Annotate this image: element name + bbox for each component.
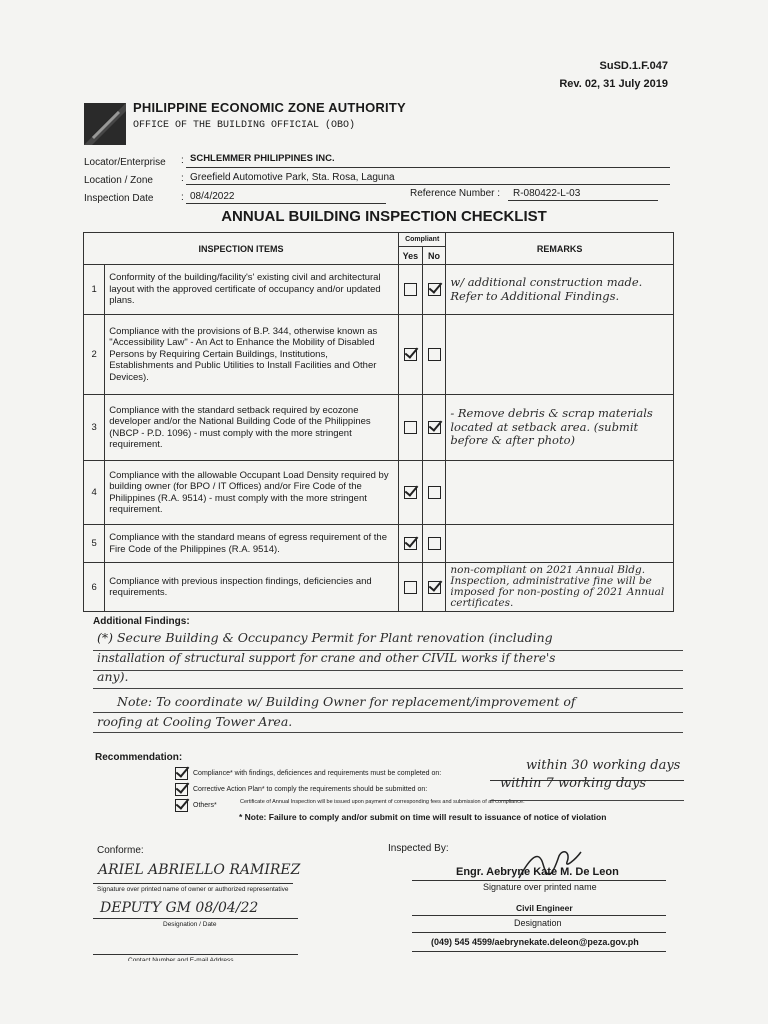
corrective-plan-checkbox[interactable] [175, 783, 188, 796]
table-row [84, 461, 674, 525]
finding-line-1: (*) Secure Building & Occupancy Permit for Plant renovation (including [97, 630, 553, 645]
signature-line [93, 883, 293, 884]
form-code: SuSD.1.F.047 [599, 60, 668, 72]
locator-value: SCHLEMMER PHILIPPINES INC. [190, 153, 335, 164]
conforme-sig-caption: Signature over printed name of owner or authorized representative [97, 886, 289, 893]
colon: : [181, 173, 184, 184]
compliance-deadline: within 30 working days [526, 758, 681, 773]
others-underline [490, 800, 684, 801]
inspector-designation: Civil Engineer [516, 903, 573, 913]
others-checkbox[interactable] [175, 799, 188, 812]
finding-line-5: roofing at Cooling Tower Area. [97, 714, 293, 729]
row-remarks [446, 315, 674, 395]
row-number: 6 [84, 563, 105, 612]
row-item: Compliance with the standard means of egress requirement of the Fire Code of the Philippines (R.A. 9514). [105, 525, 399, 563]
inspector-sig-caption: Signature over printed name [483, 882, 597, 892]
row-item: Compliance with previous inspection findings, deficiencies and requirements. [105, 563, 399, 612]
row-number: 2 [84, 315, 105, 395]
compliance-checkbox[interactable] [175, 767, 188, 780]
finding-rule [93, 732, 683, 733]
location-value: Greefield Automotive Park, Sta. Rosa, Laguna [190, 172, 395, 183]
row-remarks: w/ additional construction made. Refer to Additional Findings. [446, 265, 674, 315]
ref-underline [508, 200, 658, 201]
location-underline [186, 184, 670, 185]
inspector-contact-line [412, 951, 666, 952]
yes-checkbox[interactable] [404, 581, 417, 594]
finding-rule [93, 688, 683, 689]
no-checkbox[interactable] [428, 581, 441, 594]
conforme-designation-caption: Designation / Date [163, 921, 217, 928]
conforme-contact-caption: Contact Number and E-mail Address [128, 957, 234, 961]
row-remarks: - Remove debris & scrap materials located at setback area. (submit before & after photo) [446, 395, 674, 461]
table-row [84, 315, 674, 395]
conforme-label: Conforme: [97, 845, 144, 856]
inspector-designation-line [412, 915, 666, 916]
row-remarks [446, 525, 674, 563]
row-item: Compliance with the standard setback required by ecozone developer and/or the National Building Code of the Philippines (NBCP - P.D. 1096) - must comply with the more stringent requirement. [105, 395, 399, 461]
locator-underline [186, 167, 670, 168]
ref-label: Reference Number : [410, 188, 501, 199]
row-item: Compliance with the provisions of B.P. 344, otherwise known as "Accessibility Law" - An Act to Enhance the Mobility of Disabled Persons by Requiring Certain Buildings, Institutions, Establishments and Public Utilities to Install Facilities and Other Devices). [105, 315, 399, 395]
date-value: 08/4/2022 [190, 191, 235, 202]
inspector-signature-line [412, 880, 666, 881]
no-checkbox[interactable] [428, 421, 441, 434]
no-checkbox[interactable] [428, 486, 441, 499]
location-label: Location / Zone [84, 175, 153, 186]
no-checkbox[interactable] [428, 348, 441, 361]
table-row [84, 395, 674, 461]
yes-checkbox[interactable] [404, 421, 417, 434]
inspector-contact: (049) 545 4599/aebrynekate.deleon@peza.gov.ph [431, 937, 639, 947]
col-header-yes: Yes [399, 247, 423, 265]
row-item: Compliance with the allowable Occupant Load Density required by building owner (for BPO / IT Offices) and/or Fire Code of the Philippines (R.A. 9514) - must comply with the more stringent requirement. [105, 461, 399, 525]
inspector-name: Engr. Aebryne Kate M. De Leon [456, 866, 619, 878]
row-item: Conformity of the building/facility's' existing civil and architectural layout with the approved certificate of occupancy and/or updated plans. [105, 265, 399, 315]
no-checkbox[interactable] [428, 537, 441, 550]
table-row [84, 563, 674, 612]
col-header-compliant: Compliant [399, 233, 446, 247]
finding-rule [93, 712, 683, 713]
colon: : [181, 155, 184, 166]
org-name: PHILIPPINE ECONOMIC ZONE AUTHORITY [133, 100, 406, 115]
finding-rule [93, 670, 683, 671]
others-note: Certificate of Annual Inspection will be issued upon payment of corresponding fees and submission of all compliance. [240, 799, 525, 805]
corrective-plan-deadline: within 7 working days [500, 776, 647, 791]
inspection-table [83, 232, 674, 612]
locator-label: Locator/Enterprise [84, 157, 166, 168]
conforme-signature: ARIEL ABRIELLO RAMIREZ [98, 862, 301, 878]
yes-checkbox[interactable] [404, 537, 417, 550]
recommendation-label: Recommendation: [95, 752, 183, 763]
row-number: 3 [84, 395, 105, 461]
col-header-items: INSPECTION ITEMS [84, 233, 399, 265]
yes-checkbox[interactable] [404, 348, 417, 361]
col-header-no: No [422, 247, 446, 265]
additional-findings-label: Additional Findings: [93, 616, 190, 627]
corrective-plan-text: Corrective Action Plan* to comply the requirements should be submitted on: [193, 786, 428, 793]
date-underline [186, 203, 386, 204]
yes-checkbox[interactable] [404, 283, 417, 296]
row-number: 5 [84, 525, 105, 563]
inspector-blank-line [412, 932, 666, 933]
peza-logo-icon [84, 103, 126, 145]
revision-date: Rev. 02, 31 July 2019 [559, 78, 668, 90]
finding-line-4: Note: To coordinate w/ Building Owner for replacement/improvement of [117, 694, 576, 709]
page-title: ANNUAL BUILDING INSPECTION CHECKLIST [221, 208, 547, 225]
row-remarks: non-compliant on 2021 Annual Bldg. Inspection, administrative fine will be imposed for non-posting of 2021 Annual certificates. [446, 563, 674, 612]
contact-line [93, 954, 298, 955]
inspected-by-label: Inspected By: [388, 843, 449, 854]
compliance-text: Compliance* with findings, deficiences and requirements must be completed on: [193, 770, 442, 777]
designation-line [93, 918, 298, 919]
colon: : [181, 192, 184, 203]
row-number: 4 [84, 461, 105, 525]
ref-value: R-080422-L-03 [513, 188, 581, 199]
violation-note: * Note: Failure to comply and/or submit on time will result to issuance of notice of violation [239, 812, 607, 822]
col-header-remarks: REMARKS [446, 233, 674, 265]
conforme-designation: DEPUTY GM 08/04/22 [100, 900, 259, 916]
finding-line-3: any). [97, 669, 129, 684]
yes-checkbox[interactable] [404, 486, 417, 499]
table-row [84, 265, 674, 315]
no-checkbox[interactable] [428, 283, 441, 296]
row-number: 1 [84, 265, 105, 315]
table-row [84, 525, 674, 563]
row-remarks [446, 461, 674, 525]
office-name: OFFICE OF THE BUILDING OFFICIAL (OBO) [133, 120, 356, 131]
others-label: Others* [193, 802, 217, 809]
inspector-designation-caption: Designation [514, 918, 562, 928]
date-label: Inspection Date [84, 193, 154, 204]
finding-line-2: installation of structural support for crane and other CIVIL works if there's [97, 651, 556, 665]
